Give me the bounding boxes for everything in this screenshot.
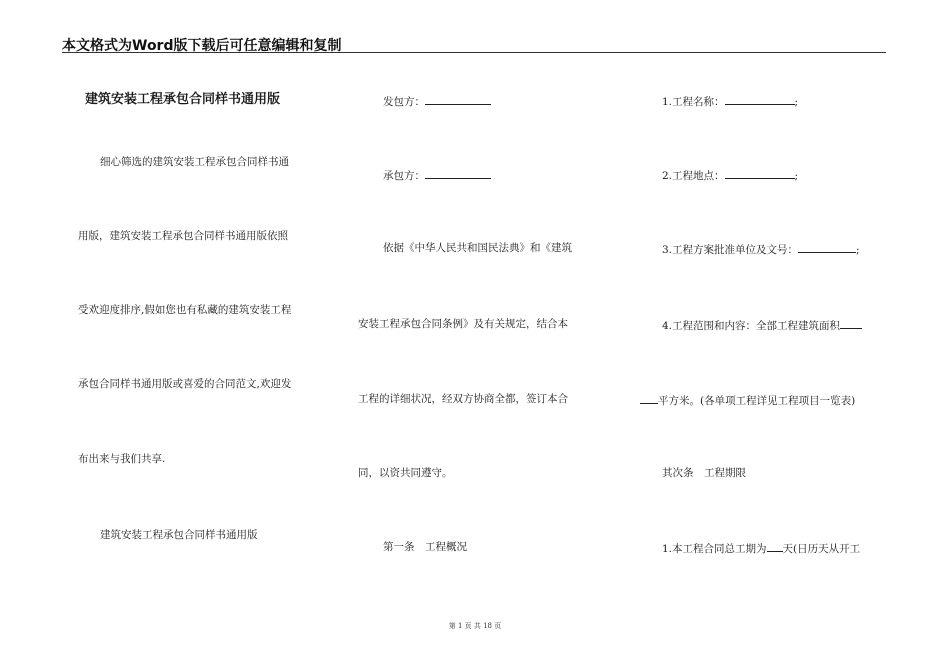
employer-field: [383, 93, 491, 109]
approval-label: 3.工程方案批准单位及文号：: [662, 244, 799, 256]
scope-continued: [640, 392, 855, 408]
subtitle-line: 建筑安装工程承包合同样书通用版: [100, 529, 258, 541]
employer-label: 发包方：: [383, 96, 425, 108]
duration-label: 1.本工程合同总工期为: [662, 543, 767, 555]
scope-text: 平方米。(各单项工程详见工程项目一览表): [658, 395, 856, 407]
employer-blank: [425, 93, 491, 105]
scope-field: [662, 317, 862, 333]
approval-blank: [798, 241, 856, 253]
semicolon: ;: [856, 244, 860, 256]
paragraph-line: 同，以资共同遵守。: [358, 467, 453, 479]
project-location-field: [662, 167, 798, 183]
contractor-blank: [425, 167, 491, 179]
project-name-blank: [725, 93, 795, 105]
article-heading: 第一条 工程概况: [383, 541, 467, 553]
project-name-label: 1.工程名称：: [662, 96, 725, 108]
contractor-label: 承包方：: [383, 170, 425, 182]
paragraph-line: 布出来与我们共享.: [78, 453, 166, 465]
document-header: 本文格式为Word版下载后可任意编辑和复制: [62, 38, 342, 54]
area-blank-continued: [640, 392, 658, 404]
page-number: 第 1 页 共 18 页: [448, 622, 502, 630]
project-location-label: 2.工程地点：: [662, 170, 725, 182]
semicolon: ;: [794, 170, 799, 182]
header-rule: [62, 52, 886, 53]
semicolon: ;: [794, 96, 799, 108]
duration-blank: [767, 540, 783, 552]
paragraph-line: 细心筛选的建筑安装工程承包合同样书通: [100, 156, 289, 168]
project-location-blank: [725, 167, 795, 179]
duration-field: [662, 540, 860, 556]
area-blank: [840, 317, 862, 329]
paragraph-line: 依据《中华人民共和国民法典》和《建筑: [383, 242, 572, 254]
scope-label: 4.工程范围和内容：全部工程建筑面积: [662, 320, 841, 332]
document-title: 建筑安装工程承包合同样书通用版: [85, 92, 281, 107]
contractor-field: [383, 167, 491, 183]
paragraph-line: 用版，建筑安装工程承包合同样书通用版依照: [78, 230, 288, 242]
paragraph-line: 受欢迎度排序,假如您也有私藏的建筑安装工程: [78, 304, 292, 316]
approval-field: [662, 241, 860, 257]
paragraph-line: 安装工程承包合同条例》及有关规定，结合本: [358, 318, 568, 330]
duration-text: 天(日历天从开工: [782, 543, 861, 555]
article-heading: 其次条 工程期限: [662, 467, 746, 479]
paragraph-line: 承包合同样书通用版或喜爱的合同范文,欢迎发: [78, 378, 292, 390]
project-name-field: [662, 93, 798, 109]
paragraph-line: 工程的详细状况，经双方协商全都，签订本合: [358, 393, 568, 405]
